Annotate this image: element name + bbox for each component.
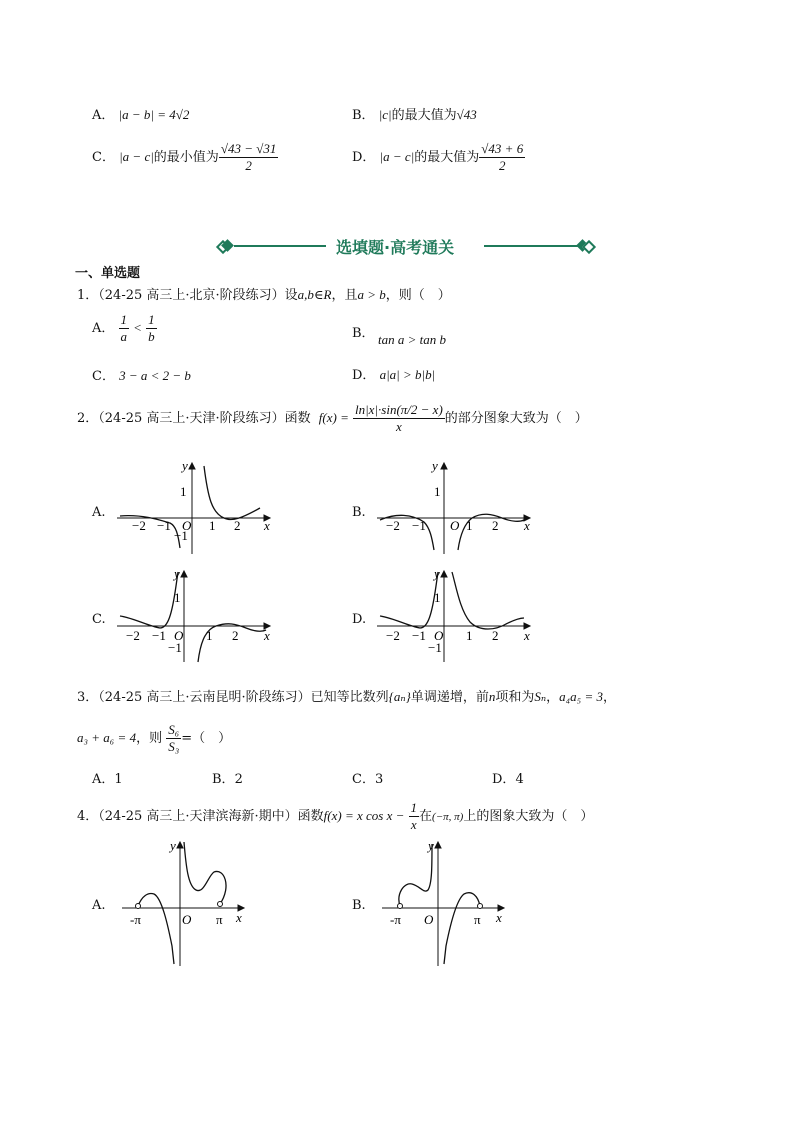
svg-text:−1: −1 [412, 628, 426, 643]
question-4-stem: 4．（24-25 高三上·天津滨海新·期中）函数f(x) = x cos x − $\frac{1}{x}$ 在(−π, π)上的图象大致为（ ） [77, 800, 594, 832]
q3-option-a: A．1 [92, 772, 123, 787]
svg-text:-π: -π [390, 912, 401, 927]
divider [484, 245, 580, 247]
q1-option-b-expr: tan a > tan b [378, 332, 446, 347]
svg-text:−2: −2 [386, 518, 400, 533]
q2-option-d-label: D. [352, 612, 367, 627]
svg-text:O: O [182, 912, 192, 927]
svg-text:−1: −1 [174, 528, 188, 543]
question-2-stem: 2．（24-25 高三上·天津·阶段练习）函数 f(x) = $\frac{\ln|x|\cdot\sin(\pi/2 - x)}{x}$ 的部分图象大致为（ ） [77, 402, 588, 434]
svg-text:x: x [236, 910, 242, 925]
svg-text:2: 2 [234, 518, 241, 533]
svg-text:x: x [496, 910, 502, 925]
svg-text:x: x [524, 518, 530, 533]
svg-text:O: O [450, 518, 460, 533]
q2-option-b-label: B. [352, 505, 366, 520]
svg-text:x: x [264, 628, 270, 643]
svg-text:π: π [216, 912, 223, 927]
q1-option-d: D． a|a| > b|b| [352, 367, 436, 383]
svg-text:2: 2 [492, 628, 499, 643]
q1-option-a: A． $\frac{1}{a}$ < $\frac{1}{b}$ [92, 312, 155, 344]
svg-text:1: 1 [434, 484, 441, 499]
svg-text:−1: −1 [412, 518, 426, 533]
svg-text:1: 1 [466, 628, 473, 643]
q2-option-c-label: C. [92, 612, 106, 627]
q3-option-d: D．4 [492, 772, 524, 787]
origin-label: O [182, 518, 192, 533]
q4-graph-a [114, 836, 254, 971]
svg-text:O: O [424, 912, 434, 927]
q2-graph-b [372, 458, 537, 558]
q4-option-a-label: A. [92, 898, 106, 913]
axis-y-label: y [182, 458, 188, 473]
svg-text:O: O [174, 628, 184, 643]
top-option-a: A． |a − b| = 4√2 [92, 107, 190, 123]
svg-text:2: 2 [232, 628, 239, 643]
axis-x-label: x [264, 518, 270, 533]
svg-text:−1: −1 [428, 640, 442, 655]
question-3-stem: 3．（24-25 高三上·云南昆明·阶段练习）已知等比数列{aₙ}单调递增，前n项和为Sₙ，a₄a₅ = 3， [77, 689, 616, 705]
svg-text:π: π [474, 912, 481, 927]
svg-text:y: y [434, 566, 440, 581]
svg-text:−2: −2 [126, 628, 140, 643]
svg-text:-π: -π [130, 912, 141, 927]
section-heading: 一、单选题 [75, 266, 141, 281]
svg-text:−2: −2 [386, 628, 400, 643]
fraction: $\frac{√43 - √31}{2}$ [220, 141, 277, 173]
option-a-expr: |a − b| = 4√2 [118, 107, 190, 122]
q3-option-c: C．3 [352, 772, 384, 787]
q3-option-b: B．2 [212, 772, 243, 787]
q2-graph-c [112, 566, 277, 666]
divider [234, 245, 326, 247]
top-option-d: D． |a − c|的最大值为 $\frac{√43 + 6}{2}$ [352, 141, 524, 173]
svg-text:1: 1 [209, 518, 216, 533]
top-option-c: C． |a − c|的最小值为 $\frac{√43 - √31}{2}$ [92, 141, 277, 173]
svg-text:y: y [428, 838, 434, 853]
svg-text:2: 2 [492, 518, 499, 533]
fraction: $\frac{√43 + 6}{2}$ [481, 141, 524, 173]
svg-text:−1: −1 [157, 518, 171, 533]
q2-graph-d [372, 566, 537, 666]
svg-text:−2: −2 [132, 518, 146, 533]
svg-text:y: y [432, 458, 438, 473]
banner-title: 选填题·高考通关 [336, 238, 455, 257]
q4-option-b-label: B. [352, 898, 366, 913]
svg-text:−1: −1 [168, 640, 182, 655]
svg-text:−1: −1 [152, 628, 166, 643]
q2-option-a-label: A. [92, 505, 106, 520]
svg-text:1: 1 [180, 484, 187, 499]
svg-text:1: 1 [466, 518, 473, 533]
svg-text:1: 1 [206, 628, 213, 643]
q1-option-c: C． 3 − a < 2 − b [92, 368, 191, 384]
question-3-line2: a₃ + a₆ = 4，则 $\frac{\text{S₆}}{\text{S₃}}$ =（ ） [77, 722, 232, 754]
top-option-b: B． |c|的最大值为√43 [352, 107, 477, 123]
svg-text:y: y [174, 566, 180, 581]
q4-graph-b [374, 836, 514, 971]
question-1-stem: 1．（24-25 高三上·北京·阶段练习）设a,b∈R，且a > b，则（ ） [77, 287, 451, 303]
svg-text:1: 1 [174, 590, 181, 605]
svg-text:y: y [170, 838, 176, 853]
q2-graph-a [112, 458, 277, 558]
svg-text:x: x [524, 628, 530, 643]
svg-text:O: O [434, 628, 444, 643]
q1-option-b: B． [352, 326, 375, 341]
svg-text:1: 1 [434, 590, 441, 605]
